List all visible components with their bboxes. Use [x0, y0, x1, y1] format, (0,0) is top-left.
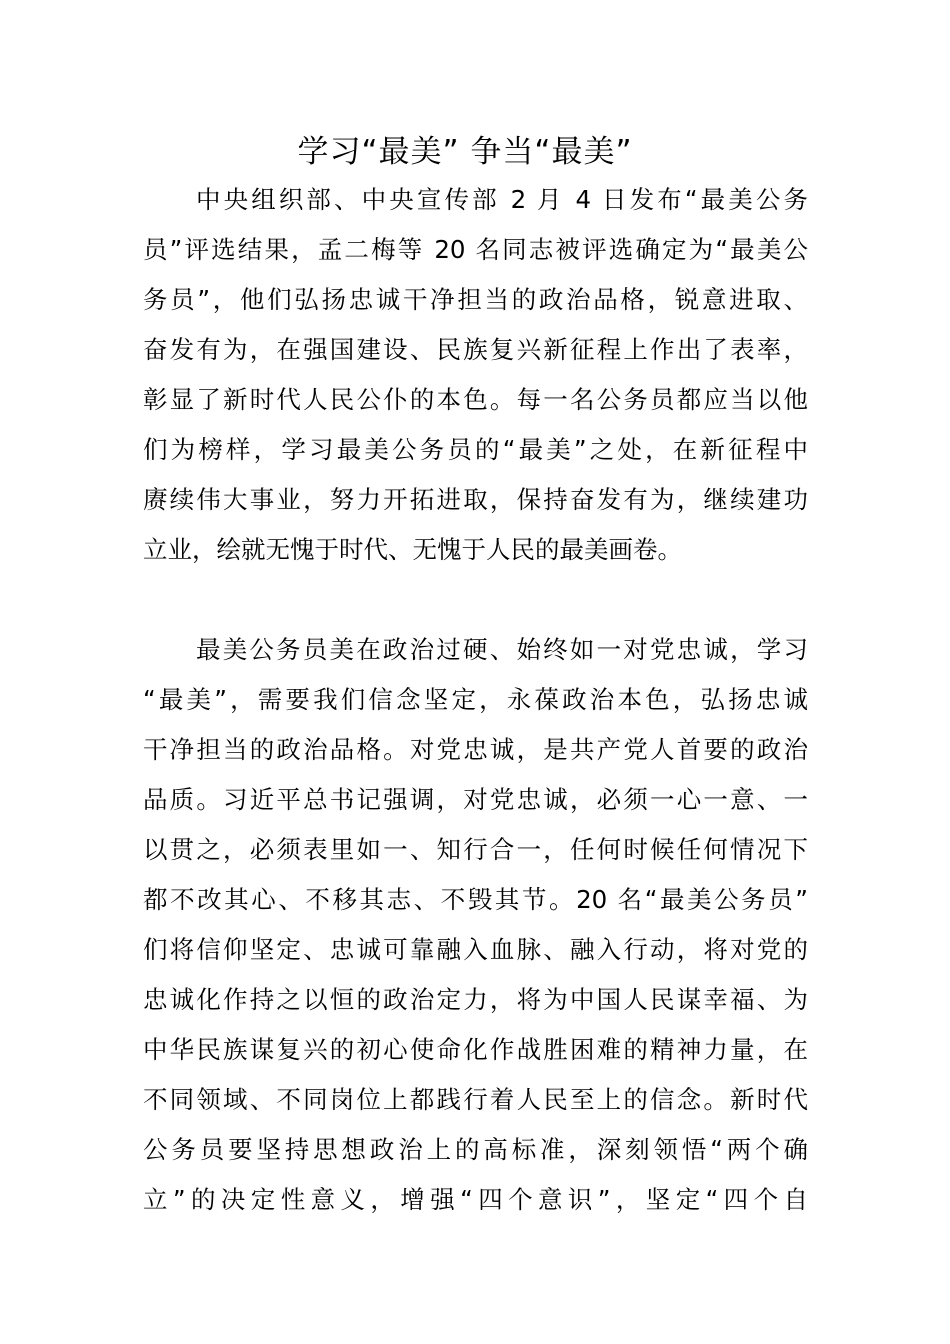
text-line: 忠诚化作持之以恒的政治定力，将为中国人民谋幸福、为 [143, 985, 808, 1014]
paragraph-spacer [143, 575, 808, 625]
text-line: 最美公务员美在政治过硬、始终如一对党忠诚，学习 [196, 635, 808, 664]
document-title: 学习“最美” 争当“最美” [297, 134, 633, 170]
text-line: 干净担当的政治品格。对党忠诚，是共产党人首要的政治 [143, 735, 808, 764]
text-line: 中华民族谋复兴的初心使命化作战胜困难的精神力量，在 [143, 1035, 808, 1064]
text-line: 务员”，他们弘扬忠诚干净担当的政治品格，锐意进取、 [143, 285, 808, 314]
document-body [143, 175, 808, 1225]
text-line: “最美”，需要我们信念坚定，永葆政治本色，弘扬忠诚 [143, 685, 808, 714]
text-line: 员”评选结果，孟二梅等 20 名同志被评选确定为“最美公 [143, 235, 808, 264]
text-line: 立业，绘就无愧于时代、无愧于人民的最美画卷。 [143, 535, 682, 564]
text-line: 赓续伟大事业，努力开拓进取，保持奋发有为，继续建功 [143, 485, 808, 514]
text-line: 们为榜样，学习最美公务员的“最美”之处，在新征程中 [143, 435, 808, 464]
text-line: 以贯之，必须表里如一、知行合一，任何时候任何情况下 [143, 835, 808, 864]
text-line: 立”的决定性意义，增强“四个意识”，坚定“四个自 [143, 1185, 808, 1214]
text-line: 都不改其心、不移其志、不毁其节。20 名“最美公务员” [143, 885, 808, 914]
text-line: 们将信仰坚定、忠诚可靠融入血脉、融入行动，将对党的 [143, 935, 808, 964]
text-line: 彰显了新时代人民公仆的本色。每一名公务员都应当以他 [143, 385, 808, 414]
paragraph-2 [143, 625, 808, 1225]
text-line: 公务员要坚持思想政治上的高标准，深刻领悟“两个确 [143, 1135, 808, 1164]
paragraph-1 [143, 175, 808, 575]
text-line: 品质。习近平总书记强调，对党忠诚，必须一心一意、一 [143, 785, 808, 814]
text-line: 不同领域、不同岗位上都践行着人民至上的信念。新时代 [143, 1085, 808, 1114]
text-line: 奋发有为，在强国建设、民族复兴新征程上作出了表率， [143, 335, 808, 364]
text-line: 中央组织部、中央宣传部 2 月 4 日发布“最美公务 [196, 185, 808, 214]
